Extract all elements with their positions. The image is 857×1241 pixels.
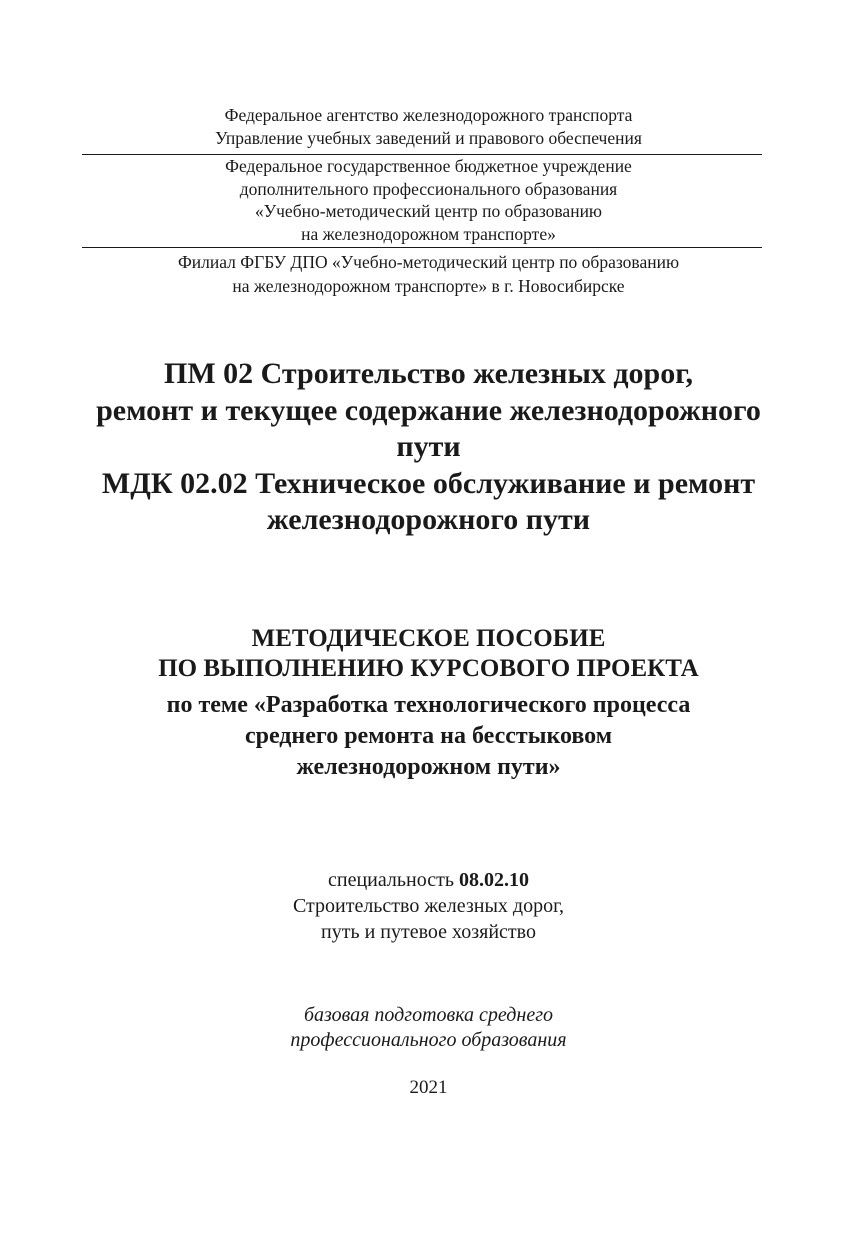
- module-title-line: железнодорожного пути: [266, 503, 591, 537]
- institution-line: дополнительного профессионального образования: [239, 178, 618, 199]
- specialty-name-line: путь и путевое хозяйство: [321, 921, 536, 943]
- branch-line: на железнодорожном транспорте» в г. Новосибирске: [232, 276, 625, 296]
- module-title-line: МДК 02.02 Техническое обслуживание и ремонт: [101, 466, 756, 500]
- document-type: [0, 624, 857, 684]
- education-level-line: базовая подготовка среднего: [303, 1004, 554, 1026]
- header-divider: [82, 247, 762, 248]
- agency-block: [0, 104, 857, 150]
- document-type-line: МЕТОДИЧЕСКОЕ ПОСОБИЕ: [251, 625, 606, 652]
- branch-line: Филиал ФГБУ ДПО «Учебно-методический центр по образованию: [177, 252, 680, 272]
- agency-line: Управление учебных заведений и правового обеспечения: [215, 128, 642, 148]
- institution-line: «Учебно-методический центр по образованию: [254, 201, 603, 221]
- branch-block: [0, 250, 857, 298]
- document-topic: [0, 690, 857, 783]
- education-level: [0, 1003, 857, 1053]
- module-title-line: пути: [396, 430, 461, 464]
- specialty-line: [0, 867, 857, 893]
- education-level-line: профессионального образования: [290, 1029, 567, 1051]
- specialty-name-line: Строительство железных дорог,: [292, 895, 565, 917]
- module-title: [0, 356, 857, 539]
- document-topic-line: железнодорожном пути»: [296, 754, 561, 780]
- document-type-line: ПО ВЫПОЛНЕНИЮ КУРСОВОГО ПРОЕКТА: [158, 655, 699, 682]
- institution-line: на железнодорожном транспорте»: [301, 223, 556, 244]
- specialty-block: [0, 867, 857, 945]
- specialty-code: 08.02.10: [458, 869, 529, 891]
- agency-line: Федеральное агентство железнодорожного транспорта: [224, 105, 633, 125]
- module-title-line: ПМ 02 Строительство железных дорог,: [164, 357, 693, 390]
- institution-line: Федеральное государственное бюджетное учреждение: [225, 156, 632, 176]
- institution-block: [0, 155, 857, 245]
- specialty-prefix: специальность: [328, 869, 459, 891]
- module-title-line: ремонт и текущее содержание железнодорожного: [96, 393, 761, 427]
- publication-year: 2021: [409, 1077, 448, 1098]
- document-topic-line: по теме «Разработка технологического процесса: [166, 692, 691, 718]
- document-topic-line: среднего ремонта на бесстыковом: [244, 723, 613, 749]
